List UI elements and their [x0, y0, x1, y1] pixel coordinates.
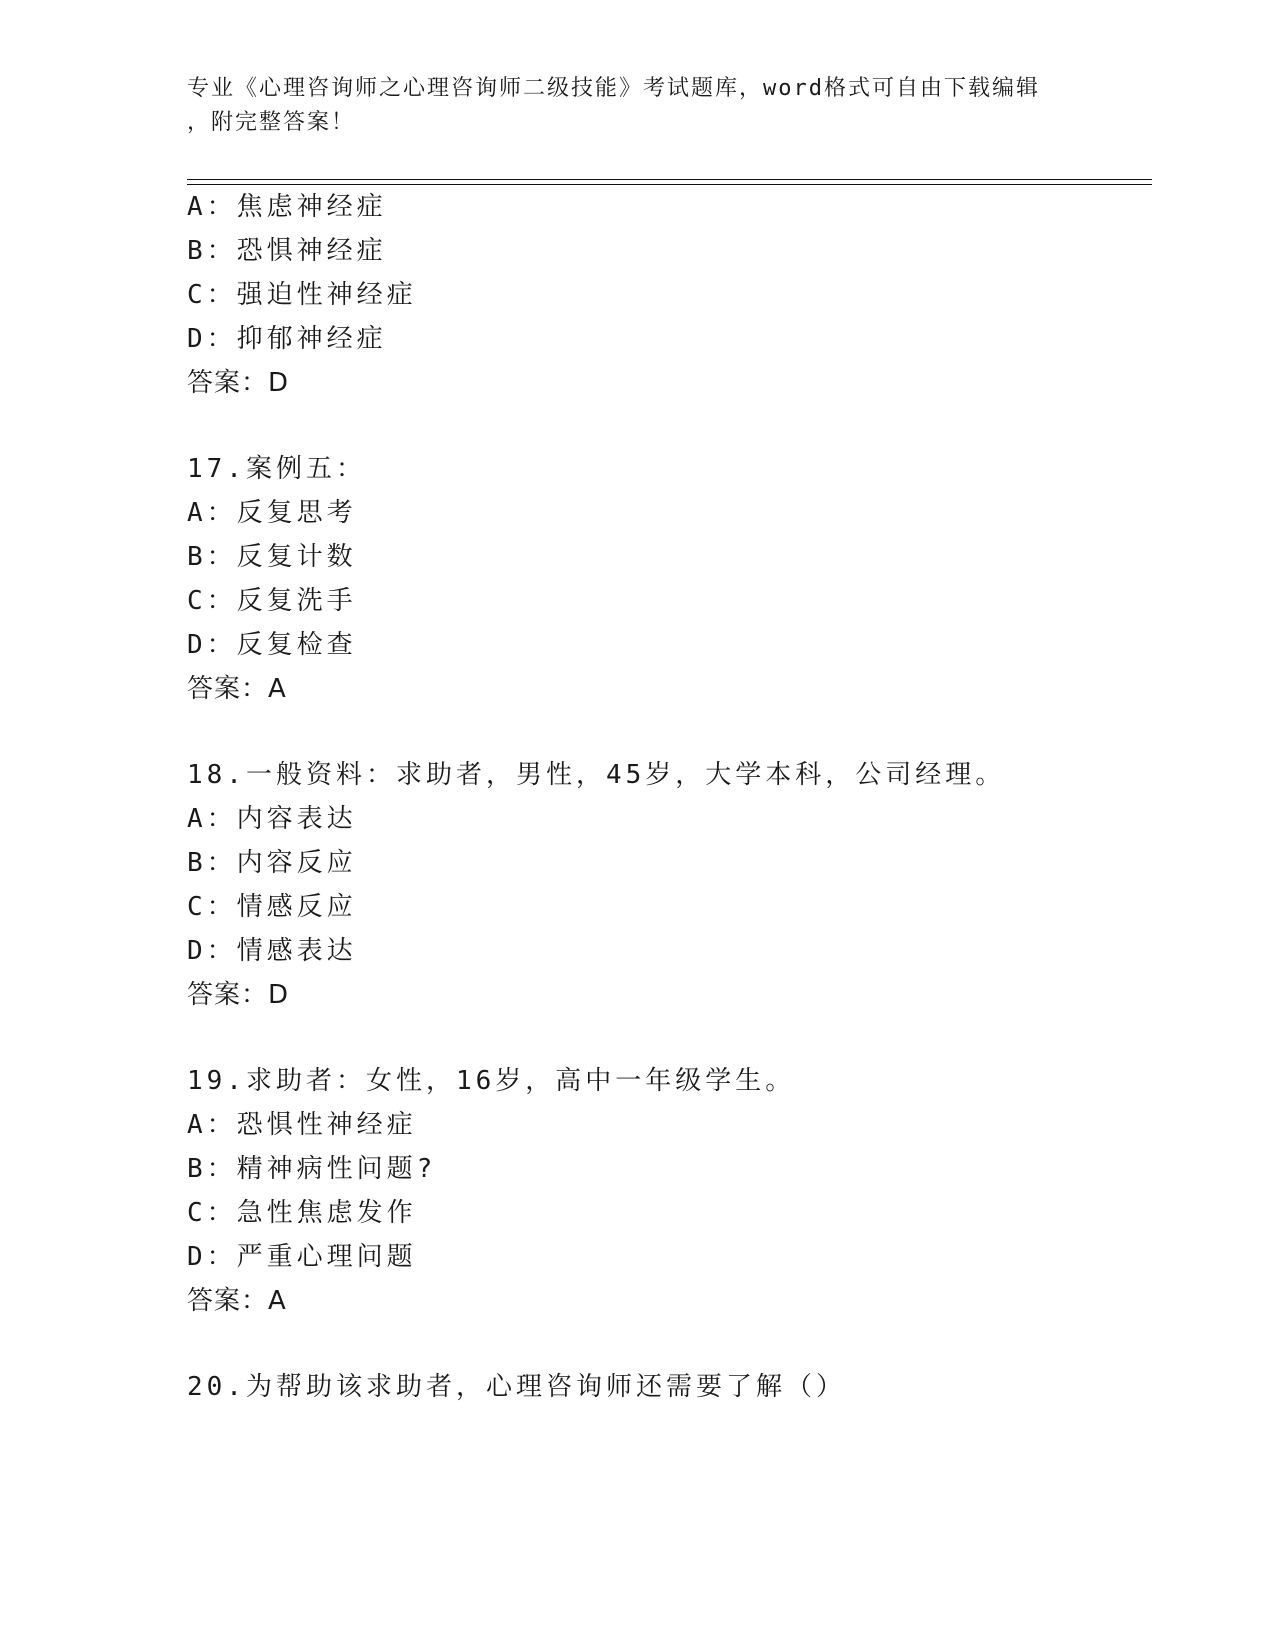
q19-option-b: B：精神病性问题?	[187, 1154, 437, 1184]
q18-option-b: B：内容反应	[187, 848, 357, 878]
q16-option-b: B：恐惧神经症	[187, 236, 387, 266]
q18-answer: 答案：D	[187, 980, 290, 1010]
q17-option-c: C：反复洗手	[187, 586, 357, 616]
q19-option-a: A：恐惧性神经症	[187, 1110, 417, 1140]
header-divider-bottom	[187, 184, 1152, 185]
q19-answer: 答案：A	[187, 1286, 287, 1316]
q16-answer: 答案：D	[187, 368, 290, 398]
q16-option-c: C：强迫性神经症	[187, 280, 417, 310]
header-divider-top	[187, 179, 1152, 180]
header-line-1: 专业《心理咨询师之心理咨询师二级技能》考试题库，word格式可自由下载编辑	[187, 76, 1040, 101]
q16-option-a: A：焦虑神经症	[187, 192, 387, 222]
q17-option-a: A：反复思考	[187, 498, 357, 528]
q19-option-d: D：严重心理问题	[187, 1242, 417, 1272]
q18-option-d: D：情感表达	[187, 936, 357, 966]
q18-option-a: A：内容表达	[187, 804, 357, 834]
q19-option-c: C：急性焦虑发作	[187, 1198, 417, 1228]
q17-option-d: D：反复检查	[187, 630, 357, 660]
q17-question: 17.案例五：	[187, 454, 366, 484]
q18-question: 18.一般资料：求助者，男性，45岁，大学本科，公司经理。	[187, 760, 1006, 790]
document-header	[187, 72, 1077, 140]
q17-answer: 答案：A	[187, 674, 287, 704]
q19-question: 19.求助者：女性，16岁，高中一年级学生。	[187, 1066, 796, 1096]
header-line-2: ，附完整答案！	[187, 110, 356, 135]
q18-option-c: C：情感反应	[187, 892, 357, 922]
q17-option-b: B：反复计数	[187, 542, 357, 572]
q20-question: 20.为帮助该求助者，心理咨询师还需要了解（）	[187, 1372, 846, 1402]
q16-option-d: D：抑郁神经症	[187, 324, 387, 354]
